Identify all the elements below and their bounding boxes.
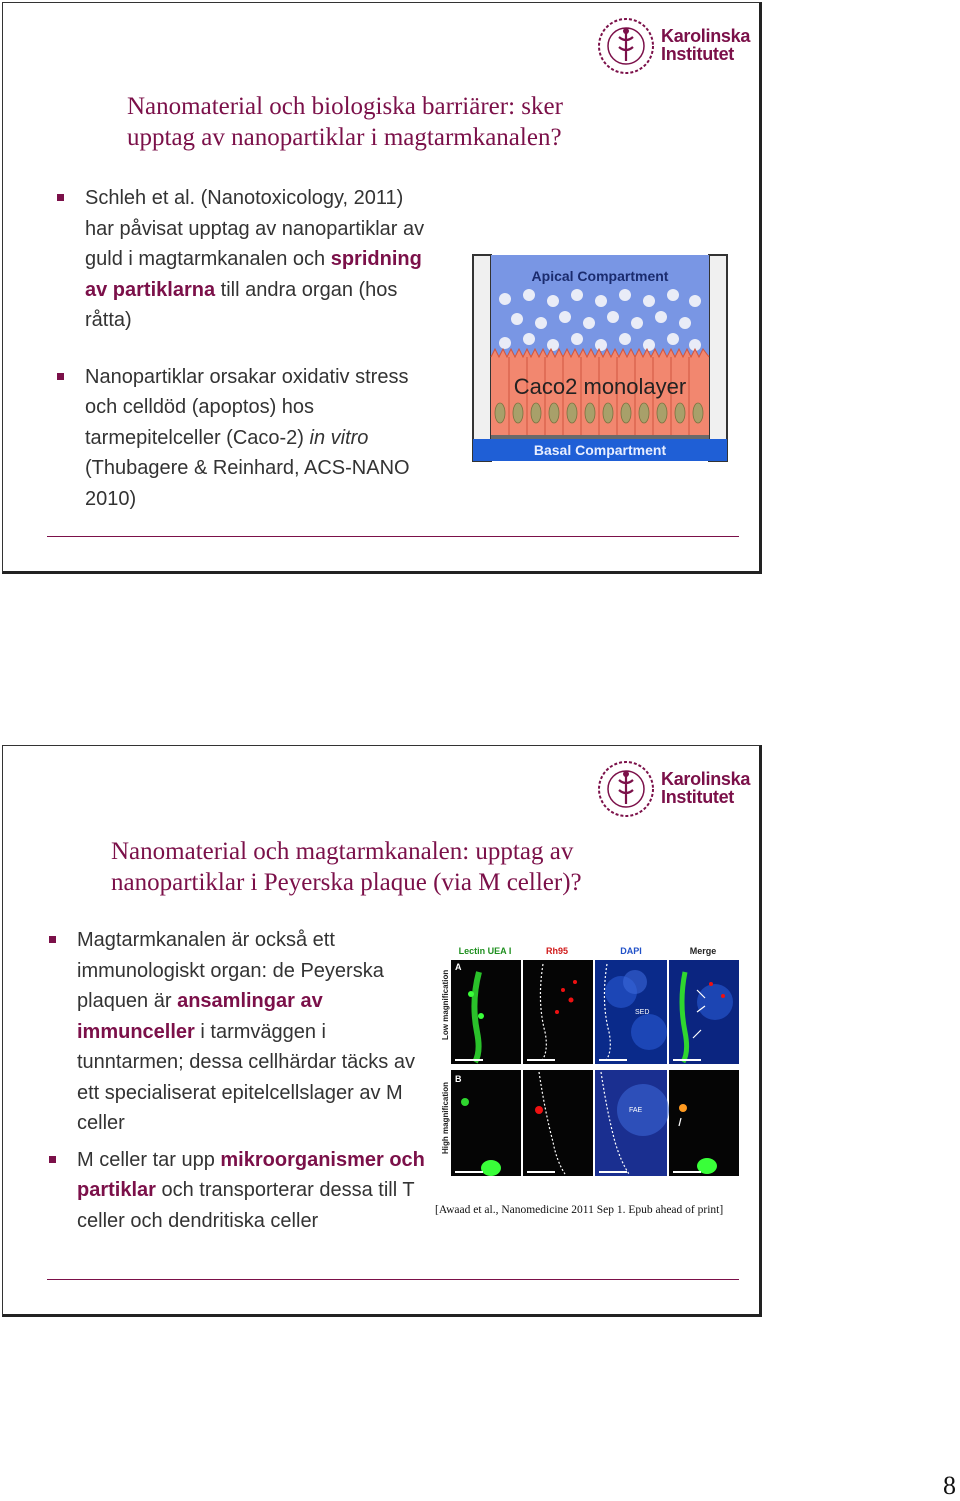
bullet-highlight: ansamlingar av immunceller <box>77 990 323 1043</box>
karolinska-logo <box>595 758 755 824</box>
bullet-text: Magtarmkanalen är också ett immunologiskt organ: de Peyerska plaquen är <box>77 929 384 1012</box>
row-b-label: B <box>455 1074 462 1084</box>
basal-label: Basal Compartment <box>533 442 667 458</box>
apical-label: Apical Compartment <box>531 268 669 284</box>
bullet-text: Nanopartiklar orsakar oxidativ stress och celldöd (apoptos) hos tarmepitelceller (Caco-2) <box>85 365 409 449</box>
figure-caption: [Awaad et al., Nanomedicine 2011 Sep 1. Epub ahead of print] <box>435 1204 724 1216</box>
karolinska-seal-icon <box>597 760 655 818</box>
logo-line-2: Institutet <box>661 787 734 807</box>
page-number: 8 <box>943 1471 956 1500</box>
row-b-panels <box>451 1070 739 1176</box>
bullet-text: i tarmväggen i tunntarmen; dessa cellhärdar täcks av ett specialiserat epitelcellslager av M celler <box>77 1020 415 1134</box>
slide-2-title-line-1: Nanomaterial och magtarmkanalen: upptag av <box>111 838 574 865</box>
slide-1-title-line-2: upptag av nanopartiklar i magtarmkanalen? <box>127 124 562 151</box>
bullet-text: Schleh et al. (Nanotoxicology, 2011) har påvisat upptag av nanopartiklar av guld i magtarmkanalen och <box>85 187 425 270</box>
column-label-merge: Merge <box>689 946 717 956</box>
row-a-panels <box>451 960 739 1064</box>
slide-1-title <box>127 91 563 153</box>
bullet-square-icon <box>57 373 64 380</box>
slide-1-bullet-1 <box>57 183 427 336</box>
bullet-square-icon <box>57 194 64 201</box>
membrane <box>491 435 709 439</box>
slide-2-bullet-1 <box>49 925 437 1139</box>
logo-line-2: Institutet <box>661 44 734 64</box>
slide-2 <box>2 745 762 1317</box>
slide-1-bullet-2 <box>57 362 427 515</box>
karolinska-logo <box>595 15 755 81</box>
column-label-rh95: Rh95 <box>545 946 569 956</box>
column-label-dapi: DAPI <box>620 946 642 956</box>
column-label-lectin: Lectin UEA I <box>458 946 512 956</box>
bullet-text: till andra organ (hos råtta) <box>85 278 398 331</box>
row-label-low: Low magnification <box>441 969 450 1040</box>
karolinska-seal-icon <box>597 17 655 75</box>
bullet-square-icon <box>49 1156 56 1163</box>
slide-2-bullet-2 <box>49 1145 437 1237</box>
bullet-text: M celler tar upp <box>77 1148 221 1171</box>
slide-1-bullets <box>57 183 427 540</box>
microscopy-figure <box>435 942 745 1182</box>
transwell-right-wall <box>709 255 727 461</box>
logo-line-1: Karolinska <box>661 769 751 789</box>
monolayer-label: Caco2 monolayer <box>513 374 687 399</box>
bullet-highlight: mikroorganismer och partiklar <box>77 1148 425 1201</box>
slide-1-title-line-1: Nanomaterial och biologiska barriärer: sker <box>127 93 563 120</box>
bullet-text: (Thubagere & Reinhard, ACS-NANO 2010) <box>85 457 410 510</box>
caco2-transwell-figure <box>469 251 731 465</box>
bullet-square-icon <box>49 936 56 943</box>
slide-2-divider <box>47 1279 739 1280</box>
row-label-high: High magnification <box>441 1082 450 1154</box>
transwell-left-wall <box>473 255 491 461</box>
slide-1-divider <box>47 536 739 537</box>
bullet-highlight: spridning av partiklarna <box>85 248 422 301</box>
slide-1 <box>2 2 762 574</box>
sed-label: SED <box>635 1009 650 1016</box>
fae-label: FAE <box>629 1107 643 1114</box>
slide-2-title-line-2: nanopartiklar i Peyerska plaque (via M celler)? <box>111 869 582 896</box>
bullet-text: och transporterar dessa till T celler och dendritiska celler <box>77 1179 415 1232</box>
bullet-italic: in vitro <box>309 426 369 449</box>
slide-2-bullets <box>49 925 437 1262</box>
slide-2-title <box>111 836 582 898</box>
row-a-label: A <box>455 962 462 972</box>
logo-line-1: Karolinska <box>661 26 751 46</box>
